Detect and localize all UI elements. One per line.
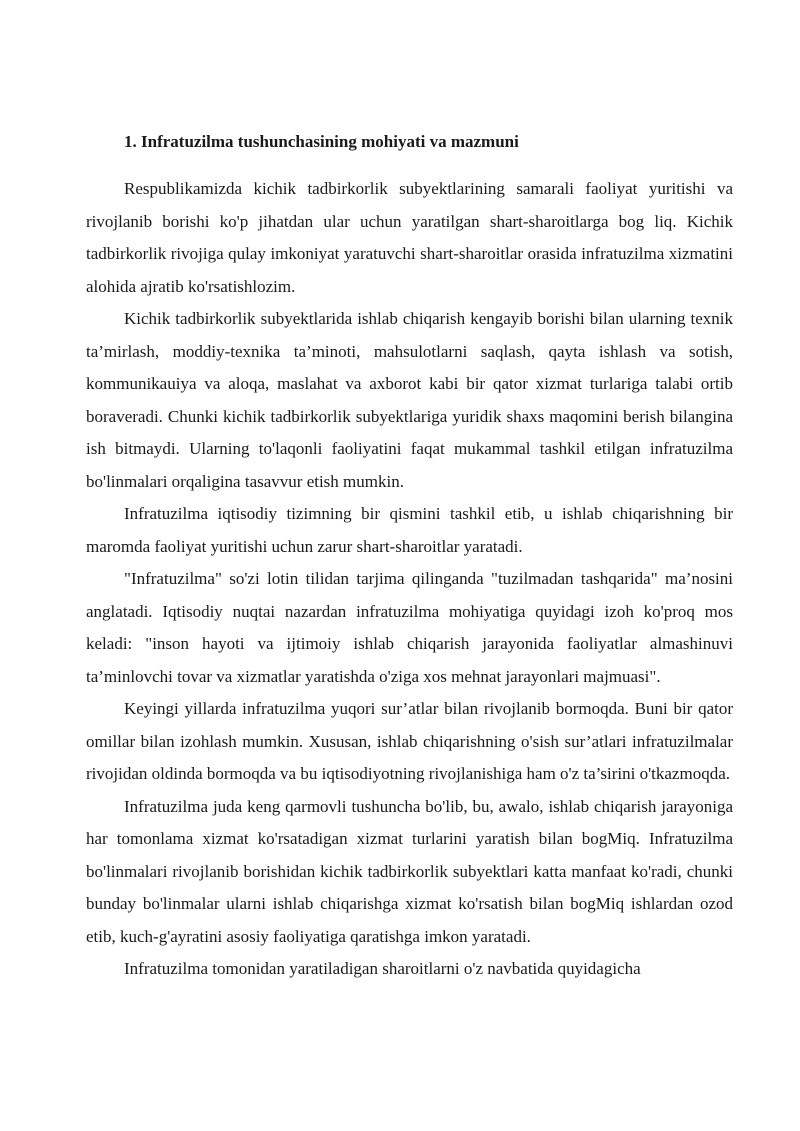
paragraph-4: "Infratuzilma" so'zi lotin tilidan tarjima qilinganda "tuzilmadan tashqarida" ma’nosini anglatadi. Iqtisodiy nuqtai nazardan infratuzilma mohiyatiga quyidagi izoh ko'proq mos keladi: "inson hayoti va ijtimoiy ishlab chiqarish jarayonida faoliyatlar almashinuvi ta’minlovchi tovar va xizmatlar yaratishda o'ziga xos mehnat jarayonlari majmuasi". [86,569,733,686]
paragraph-6: Infratuzilma juda keng qarmovli tushuncha bo'lib, bu, awalo, ishlab chiqarish jarayoniga har tomonlama xizmat ko'rsatadigan xizmat turlarini yaratish bilan bogMiq. Infratuzilma bo'linmalari rivojlanib borishidan kichik tadbirkorlik subyektlari katta manfaat ko'radi, chunki bunday bo'linmalar ularni ishlab chiqarishga xizmat ko'rsatish bilan bogMiq ishlardan ozod etib, kuch-g'ayratini asosiy faoliyatiga qaratishga imkon yaratadi. [86,796,733,946]
paragraph-1: Respublikamizda kichik tadbirkorlik subyektlarining samarali faoliyat yuritishi va rivojlanib borishi ko'p jihatdan ular uchun yaratilgan shart-sharoitlarga bog liq. Kichik tadbirkorlik rivojiga qulay imkoniyat yaratuvchi shart-sharoitlar orasida infratuzilma xizmatini alohida ajratib ko'rsatishlozim. [86,179,733,296]
paragraph-7: Infratuzilma tomonidan yaratiladigan sharoitlarni o'z navbatida quyidagicha [124,959,641,978]
paragraph-3: Infratuzilma iqtisodiy tizimning bir qismini tashkil etib, u ishlab chiqarishning bir maromda faoliyat yuritishi uchun zarur shart-sharoitlar yaratadi. [86,504,733,556]
body-text [86,173,733,986]
paragraph-2: Kichik tadbirkorlik subyektlarida ishlab chiqarish kengayib borishi bilan ularning texnik ta’mirlash, moddiy-texnika ta’minoti, mahsulotlarni saqlash, qayta ishlash va sotish, kommunikauiya va aloqa, maslahat va axborot kabi bir qator xizmat turlariga talabi ortib boraveradi. Chunki kichik tadbirkorlik subyektlariga yuridik shaxs maqomini berish bilangina ish bitmaydi. Ularning to'laqonli faoliyatini faqat mukammal tashkil etilgan infratuzilma bo'linmalari orqaligina tasavvur etish mumkin. [86,309,733,491]
paragraph-5: Keyingi yillarda infratuzilma yuqori sur’atlar bilan rivojlanib bormoqda. Buni bir qator omillar bilan izohlash mumkin. Xususan, ishlab chiqarishning o'sish sur’atlari infratuzilmalar rivojidan oldinda bormoqda va bu iqtisodiyotning rivojlanishiga ham o'z ta’sirini o'tkazmoqda. [86,699,733,783]
section-heading: 1. Infratuzilma tushunchasining mohiyati va mazmuni [124,132,519,151]
